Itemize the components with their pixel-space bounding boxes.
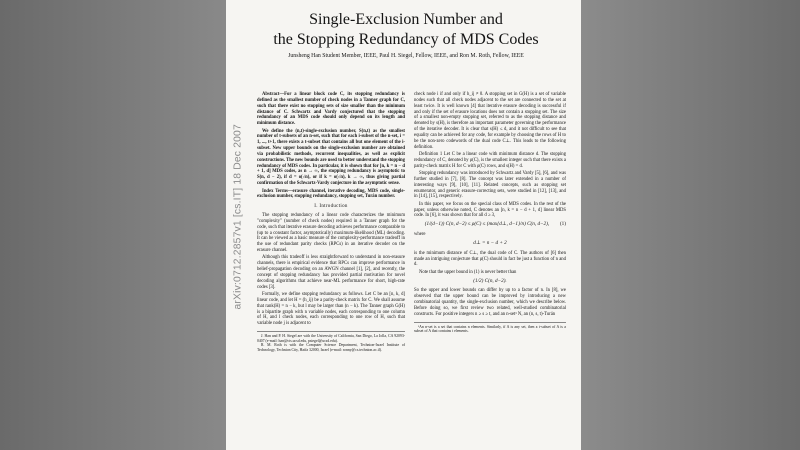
right-column (414, 92, 566, 334)
intro-paragraph-2: Although this tradeoff is less straightforward to understand in non-erasure channels, there is empirical evidence that RPCs can improve performance in belief-propagation decoding on an AWGN channel [1], [2], and recently, the concept of stopping redundancy has provided partial motivation for novel decoding algorithms that achieve near-ML performance for short, high-rate codes [3]. (257, 255, 405, 290)
right-paragraph-2: Stopping redundancy was introduced by Schwartz and Vardy [5], [6], and was further studied in [7], [8]. The concept was later extended in a number of interesting ways [9], [10], [11]. Related concepts, such as stopping set enumerator, and generic erasure-correcting sets, were studied in [12], [13], and in [14], [15], respectively. (414, 170, 566, 200)
right-paragraph-3: In this paper, we focus on the special class of MDS codes. In the rest of the paper, unless otherwise noted, C denotes an [n, k = n − d + 1, d] linear MDS code. In [6], it was shown that for all d ≥ 3, (414, 201, 566, 219)
right-paragraph-6: So the upper and lower bounds can differ by up to a factor of n. In [8], we observed that the upper bound can be improved by introducing a new combinatorial quantity, the single-exclusion number, which we describe below. Before doing so, we first review two related, well-studied combinatorial constructs. For positive integers n ≥ s ≥ t, and an n-set¹ N, an (n, s, t)-Turán (414, 288, 566, 317)
left-column (257, 92, 405, 352)
footnote-nset: ¹An n-set is a set that contains n elements. Similarly, if A is any set, then a t-subset of A is a subset of A that contains t elements. (414, 324, 566, 334)
paper-title (256, 10, 556, 50)
footnote-affiliation-1: J. Han and P. H. Siegel are with the University of California, San Diego, La Jolla, CA 92093-0407 (e-mail: han@cts.ucsd.edu, psiegel@ucsd.edu). (257, 334, 405, 343)
author-list: Junsheng Han Student Member, IEEE, Paul H. Siegel, Fellow, IEEE, and Ron M. Roth, Fellow, IEEE (288, 53, 524, 59)
title-line-2: the Stopping Redundancy of MDS Codes (273, 31, 539, 48)
where-label: where (414, 232, 426, 238)
equation-2: d⊥ = n − d + 2 (473, 239, 507, 246)
paper-page (226, 0, 581, 450)
equation-1-number: (1) (559, 221, 566, 228)
intro-paragraph-3: Formally, we define stopping redundancy as follows. Let C be an [n, k, d] linear code, and let H = (h_ij) be a parity-check matrix for C. We shall assume that rank(H) = n − k, but l may be larger than (n − k). The Tanner graph G(H) is a bipartite graph with n variable nodes, each corresponding to one column of H, and l check nodes, each corresponding to one row of H, such that variable node j is adjacent to (257, 292, 405, 327)
right-background (578, 0, 800, 450)
title-line-1: Single-Exclusion Number and (309, 11, 503, 28)
left-background (0, 0, 232, 450)
abstract-paragraph-1: Abstract—For a linear block code C, its stopping redundancy is defined as the smallest number of check nodes in a Tanner graph for C, such that there exist no stopping sets of size smaller than the minimum distance of C. Schwartz and Vardy conjectured that the stopping redundancy of an MDS code should only depend on its length and minimum distance. (257, 92, 405, 127)
footnote-affiliation-2: R. M. Roth is with the Computer Science Department, Technion-Israel Institute of Technology, Technion City, Haifa 32000, Israel (e-mail: ronny@cs.technion.ac.il). (257, 343, 405, 352)
equation-3: (1/2) C(n, d−2). (473, 277, 507, 284)
equation-1 (414, 222, 566, 228)
footnotes-right (414, 322, 566, 334)
right-paragraph-1: check node i if and only if h_ij ≠ 0. A stopping set in G(H) is a set of variable nodes such that all check nodes adjacent to the set are connected to the set at least twice. It is well known [4] that iterative erasure decoding is successful if and only if the set of erasure locations does not contain a stopping set. The size of a smallest non-empty stopping set, referred to as the stopping distance and denoted by s(H), is therefore an important parameter governing the performance of the iterative decoder. It is clear that s(H) ≤ d, and it not difficult to see that equality can be achieved for any code, for example by choosing the rows of H to be the non-zero codewords of the dual code C⊥. This leads to the following definition. (414, 92, 566, 150)
right-paragraph-4: is the minimum distance of C⊥, the dual code of C. The authors of [6] then made an intriguing conjecture that ρ(C) should in fact be just a function of n and d. (414, 250, 566, 268)
intro-paragraph-1: The stopping redundancy of a linear code characterizes the minimum "complexity" (number of check nodes) required in a Tanner graph for the code, such that iterative erasure decoding achieves performance comparable to (up to a constant factor, asymptotically) maximum-likelihood (ML) decoding. It can be viewed as a basic measure of the complexity-performance tradeoff in the use of redundant parity checks (RPCs) in an iterative decoder on the erasure channel. (257, 213, 405, 254)
index-terms: Index Terms—erasure channel, iterative decoding, MDS code, single-exclusion number, stopping redundancy, stopping set, Turán number. (257, 188, 405, 200)
abstract-paragraph-2: We define the (n,t)-single-exclusion number, S(n,t) as the smallest number of t-subsets of an n-set, such that for each i-subset of the n-set, i = 1, ..., t+1, there exists a t-subset that contains all but one element of the i-subset. New upper bounds on the single-exclusion number are obtained via probabilistic methods, recurrent inequalities, as well as explicit constructions. The new bounds are used to better understand the stopping redundancy of MDS codes. In particular, it is shown that for [n, k = n − d + 1, d] MDS codes, as n → ∞, the stopping redundancy is asymptotic to S(n, d − 2), if d = o(√n), or if k = o(√n), k → ∞, thus giving partial confirmation of the Schwartz-Vardy conjecture in the asymptotic sense. (257, 128, 405, 187)
arxiv-stamp: arXiv:0712.2857v1 [cs.IT] 18 Dec 2007 (232, 124, 244, 310)
equation-1-body: (1/(d−1)) C(n, d−2) ≤ ρ(C) ≤ (max{d⊥, d−1}/n) C(n, d−2), (424, 221, 550, 228)
footnotes-left (257, 331, 405, 352)
definition-1: Definition 1 Let C be a linear code with minimum distance d. The stopping redundancy of C, denoted by ρ(C), is the smallest integer such that there exists a parity-check matrix H for C with ρ(C) rows, and s(H) = d. (414, 151, 566, 169)
right-paragraph-5: Note that the upper bound in (1) is never better than (419, 269, 517, 275)
section-heading: I. Introduction (314, 204, 348, 210)
